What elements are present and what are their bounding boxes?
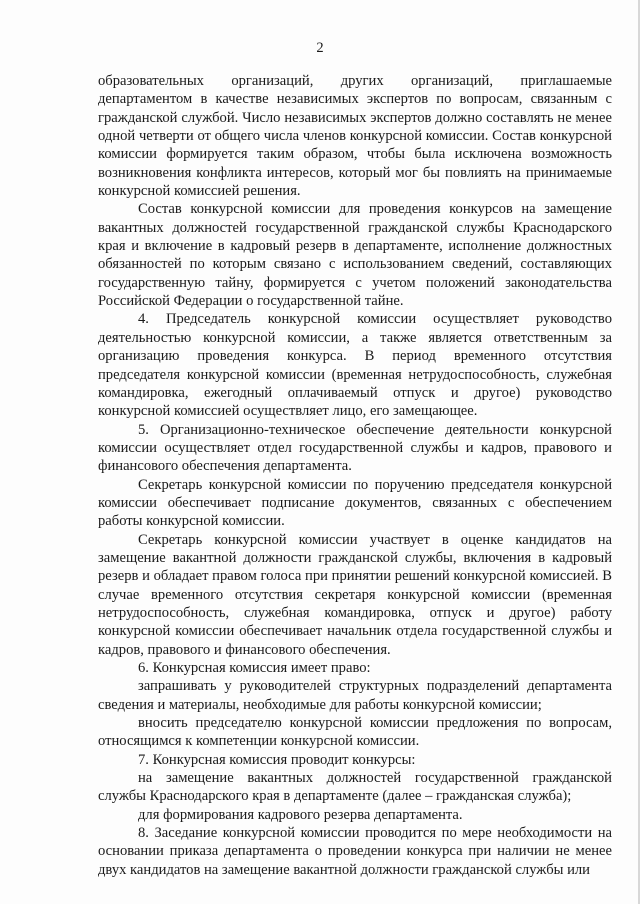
- paragraph-right-propose: вносить председателю конкурсной комиссии предложения по вопросам, относящимся к компетенции конкурсной комиссии.: [98, 715, 612, 750]
- paragraph-state-secret-composition: Состав конкурсной комиссии для проведения конкурсов на замещение вакантных должностей государственной гражданской службы Краснодарского края и включение в кадровый резерв в департаменте, исполнение должностных обязанностей по которым связано с использованием сведений, составляющих государственную тайну, формируется с учетом положений законодательства Российской Федерации о государственной тайне.: [98, 201, 612, 310]
- paragraph-secretary-documents: Секретарь конкурсной комиссии по поручению председателя конкурсной комиссии обеспечивает подписание документов, связанных с обеспечением работы конкурсной комиссии.: [98, 476, 612, 530]
- paragraph-item-6-rights: 6. Конкурсная комиссия имеет право:: [138, 660, 371, 676]
- paragraph-item-5-support: 5. Организационно-техническое обеспечение деятельности конкурсной комиссии осуществляет отдел государственной службы и кадров, правового и финансового обеспечения департамента.: [98, 421, 612, 475]
- paragraph-item-8-meeting: 8. Заседание конкурсной комиссии проводится по мере необходимости на основании приказа департамента о проведении конкурса при наличии не менее двух кандидатов на замещение вакантной должности гражданской службы или: [98, 825, 612, 878]
- paragraph-item-4-chairman: 4. Председатель конкурсной комиссии осуществляет руководство деятельностью конкурсной комиссии, а также является ответственным за организацию проведения конкурса. В период временного отсутствия председателя конкурсной комиссии (временная нетрудоспособность, служебная командировка, ежегодный оплачиваемый отпуск и другое) руководство конкурсной комиссией осуществляет лицо, его замещающее.: [98, 311, 612, 420]
- paragraph-experts-continuation: образовательных организаций, других организаций, приглашаемые департаментом в качестве независимых экспертов по вопросам, связанным с гражданской службой. Число независимых экспертов должно составлять не менее одной четверти от общего числа членов конкурсной комиссии. Состав конкурсной комиссии формируется таким образом, чтобы была исключена возможность возникновения конфликта интересов, который мог бы повлиять на принимаемые конкурсной комиссией решения.: [98, 73, 612, 200]
- paragraph-contest-vacancies: на замещение вакантных должностей государственной гражданской службы Краснодарского края в департаменте (далее – гражданская служба);: [98, 770, 612, 805]
- paragraph-right-request: запрашивать у руководителей структурных подразделений департамента сведения и материалы, необходимые для работы конкурсной комиссии;: [98, 678, 612, 713]
- paragraph-contest-reserve: для формирования кадрового резерва департамента.: [138, 806, 463, 823]
- paragraph-item-7-contests: 7. Конкурсная комиссия проводит конкурсы:: [138, 751, 416, 768]
- page-number: 2: [316, 40, 324, 56]
- paragraph-secretary-evaluation: Секретарь конкурсной комиссии участвует в оценке кандидатов на замещение вакантной должности гражданской службы, включения в кадровый резерв и обладает правом голоса при принятии решений конкурсной комиссией. В случае временного отсутствия секретаря конкурсной комиссии (временная нетрудоспособность, служебная командировка, отпуск и другое) работу конкурсной комиссии обеспечивает начальник отдела государственной службы и кадров, правового и финансового обеспечения.: [98, 531, 612, 658]
- document-body: [98, 72, 612, 879]
